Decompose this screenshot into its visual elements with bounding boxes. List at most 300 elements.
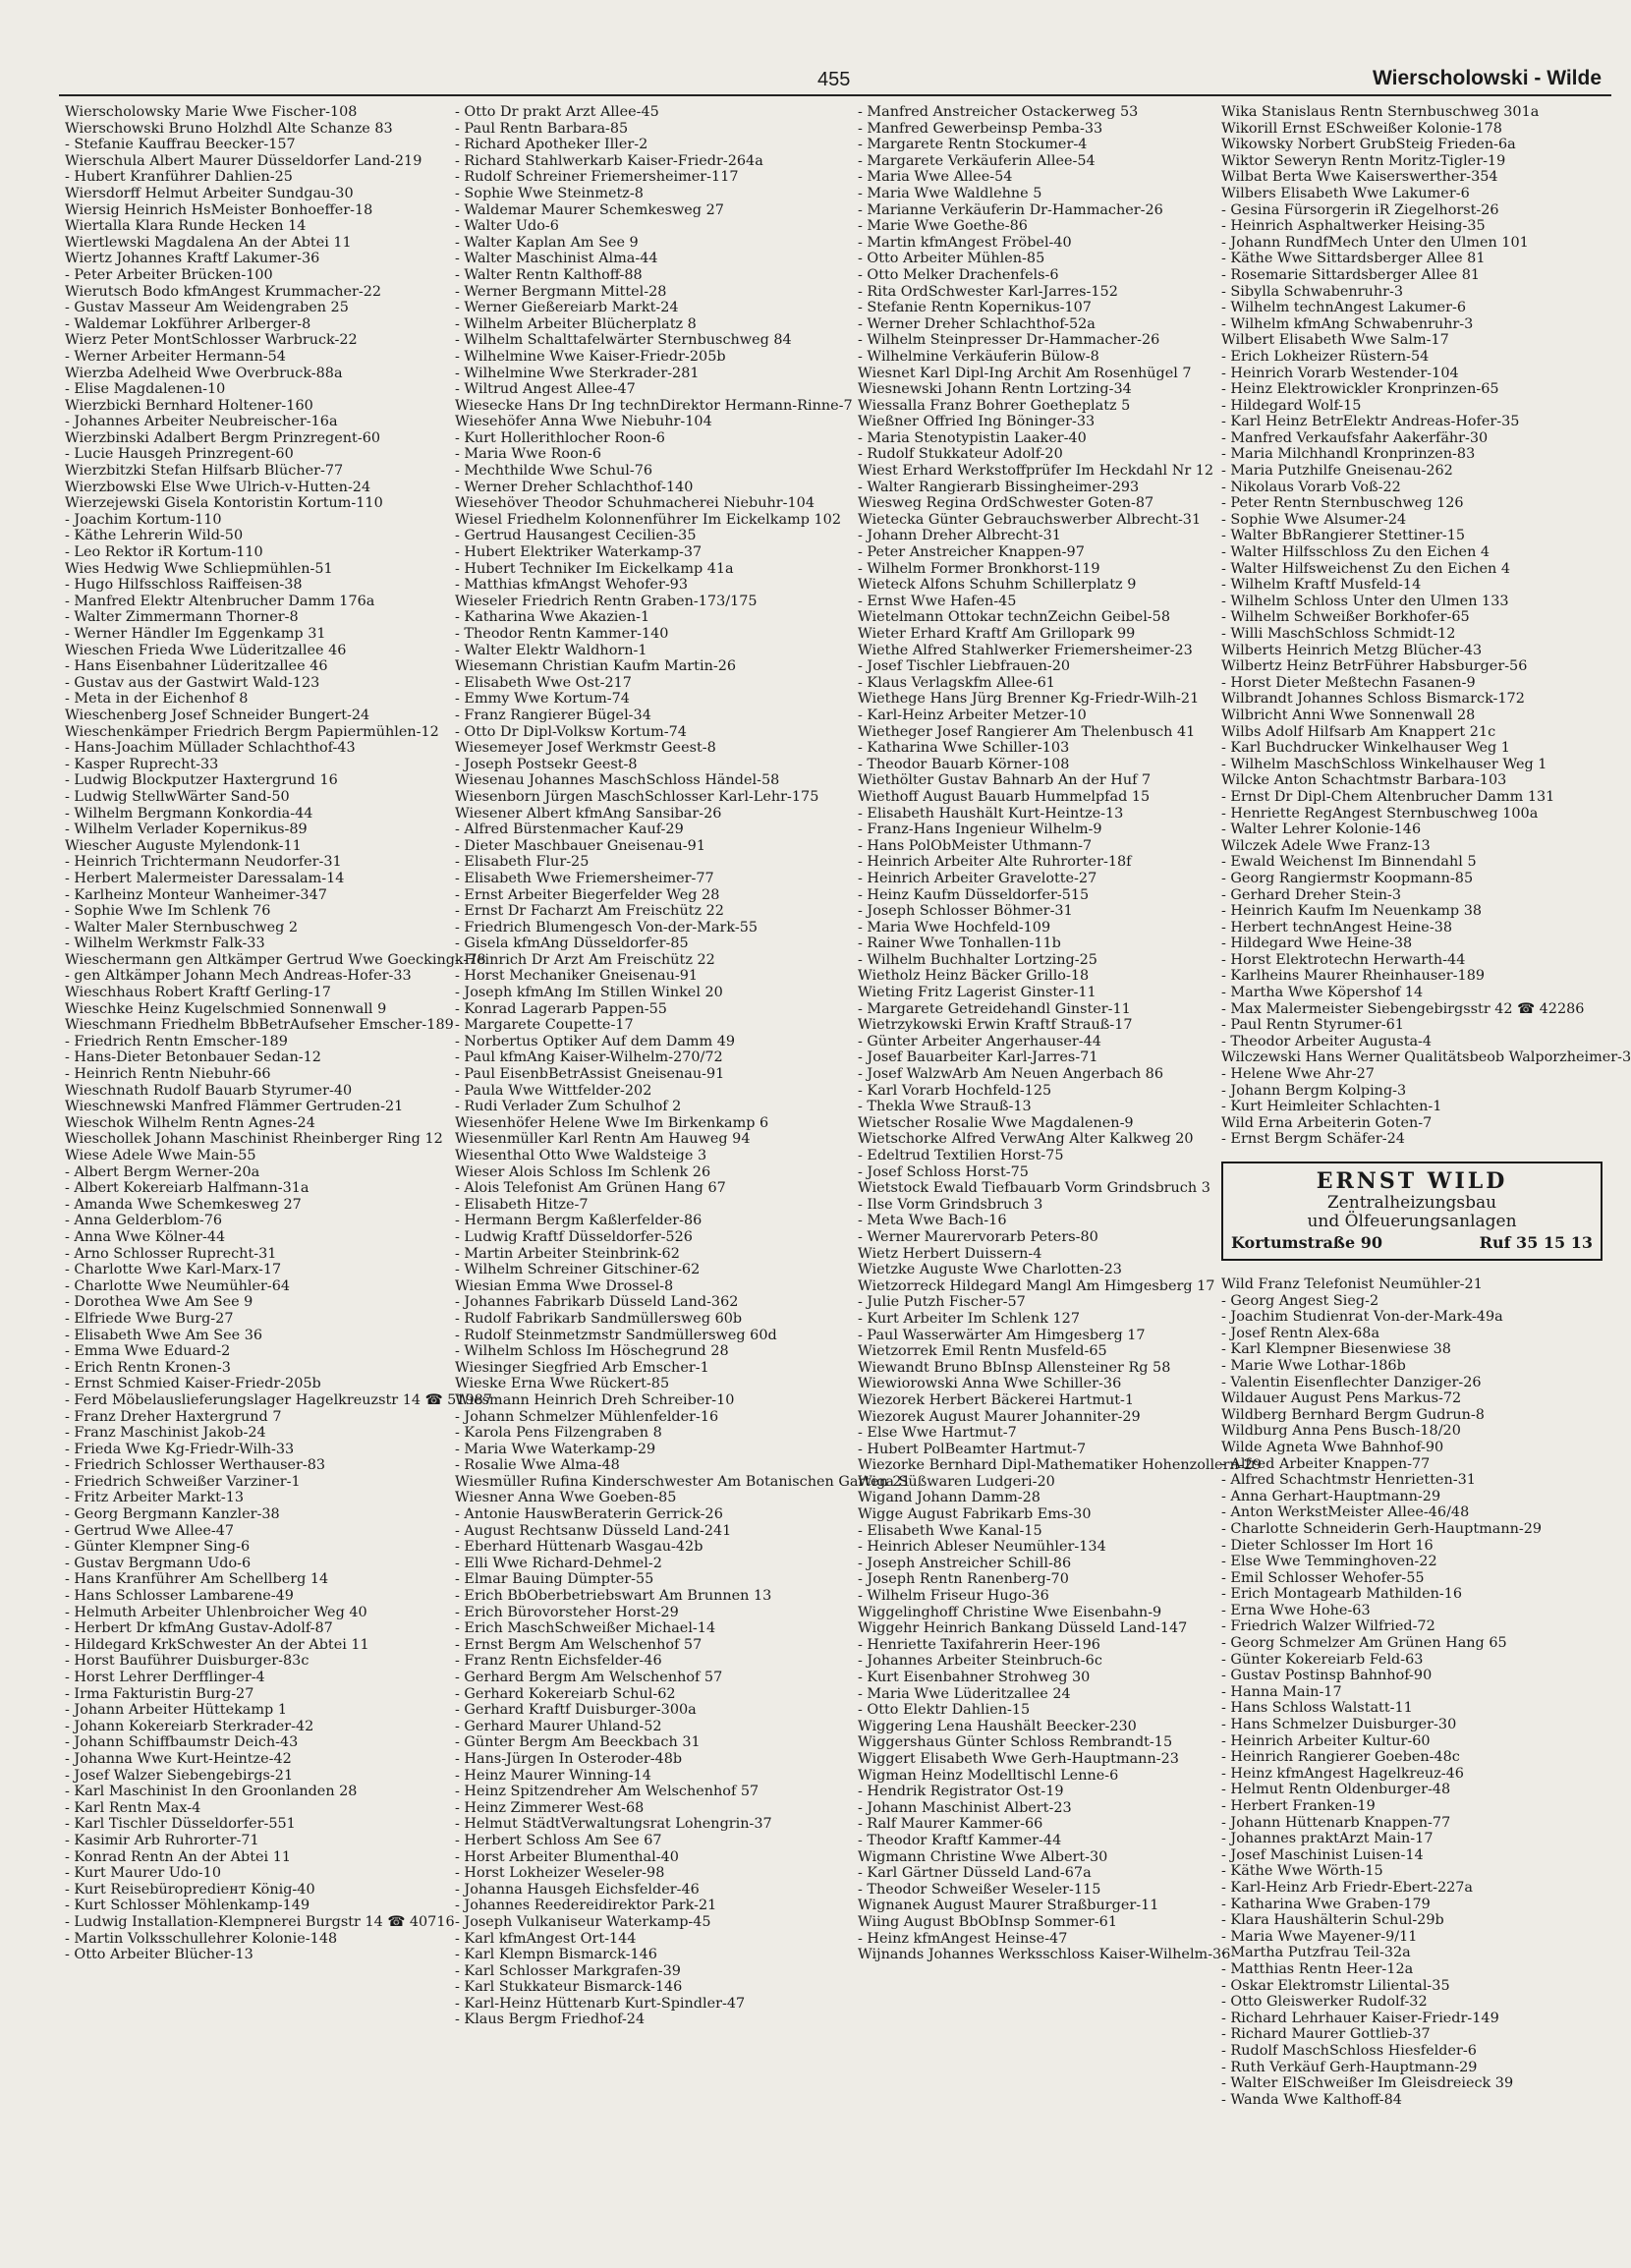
directory-entry: - Paul EisenbBetrAssist Gneisenau-91: [455, 1066, 725, 1083]
directory-entry: - Herbert Malermeister Daressalam-14: [65, 870, 345, 886]
directory-entry: - Henriette Taxifahrerin Heer-196: [858, 1636, 1100, 1653]
directory-entry: - Max Malermeister Siebengebirgsstr 42 ☎ 42286: [1221, 1000, 1585, 1017]
directory-entry: - Erich Montagearb Mathilden-16: [1221, 1586, 1463, 1603]
directory-entry: Wiertlewski Magdalena An der Abtei 11: [65, 234, 352, 251]
directory-entry: - gen Altkämper Johann Mech Andreas-Hofer-33: [65, 968, 412, 985]
directory-entry: - Konrad Rentn An der Abtei 11: [65, 1848, 292, 1865]
directory-entry: - Georg Rangiermstr Koopmann-85: [1221, 870, 1474, 886]
directory-entry: - Josef Walzer Siebengebirgs-21: [65, 1767, 294, 1784]
directory-entry: - Hermann Bergm Kaßlerfelder-86: [455, 1213, 703, 1229]
directory-entry: - Martin Volksschullehrer Kolonie-148: [65, 1930, 338, 1947]
directory-entry: Wierzbowski Else Wwe Ulrich-v-Hutten-24: [65, 479, 371, 495]
directory-entry: - Richard Maurer Gottlieb-37: [1221, 2026, 1431, 2043]
directory-entry: - Elisabeth Haushält Kurt-Heintze-13: [858, 805, 1124, 822]
directory-entry: Wietelmann Ottokar technZeichn Geibel-58: [858, 609, 1170, 626]
directory-entry: - Marianne Verkäuferin Dr-Hammacher-26: [858, 201, 1163, 218]
directory-entry: - Wilhelm Buchhalter Lortzing-25: [858, 951, 1097, 968]
directory-entry: - Amanda Wwe Schemkesweg 27: [65, 1196, 302, 1213]
directory-entry: - Helmut StädtVerwaltungsrat Lohengrin-37: [455, 1816, 772, 1833]
directory-entry: - Johann Dreher Albrecht-31: [858, 528, 1061, 544]
directory-entry: - Heinrich Arbeiter Gravelotte-27: [858, 870, 1097, 886]
directory-entry: - Matthias kfmAngst Wehofer-93: [455, 577, 688, 594]
directory-entry: Wieschmann Friedhelm BbBetrAufseher Emscher-189: [65, 1017, 454, 1034]
directory-entry: - Heinrich Ableser Neumühler-134: [858, 1539, 1106, 1556]
directory-entry: - Josef Schloss Horst-75: [858, 1163, 1029, 1180]
directory-entry: - Ernst Dr Facharzt Am Freischütz 22: [455, 903, 724, 920]
directory-entry: - Karl Schlosser Markgrafen-39: [455, 1962, 681, 1979]
directory-entry: Wiessalla Franz Bohrer Goetheplatz 5: [858, 397, 1131, 414]
directory-entry: Wieschen Frieda Wwe Lüderitzallee 46: [65, 642, 347, 658]
directory-entry: - Anton WerkstMeister Allee-46/48: [1221, 1504, 1470, 1521]
directory-entry: Wiing August BbObInsp Sommer-61: [858, 1913, 1117, 1930]
directory-entry: - Heinz Kaufm Düsseldorfer-515: [858, 886, 1090, 903]
directory-entry: - Walter Rangierarb Bissingheimer-293: [858, 479, 1140, 495]
directory-entry: - Gerhard Kokereiarb Schul-62: [455, 1685, 676, 1702]
directory-entry: - Johann Arbeiter Hüttekamp 1: [65, 1702, 287, 1719]
directory-entry: - Hildegard Wolf-15: [1221, 397, 1362, 414]
directory-entry: Wietzke Auguste Wwe Charlotten-23: [858, 1262, 1122, 1278]
directory-entry: - Kurt Hollerithlocher Roon-6: [455, 429, 665, 446]
directory-entry: - Walter Udo-6: [455, 218, 559, 235]
column-4: [1221, 104, 1631, 2108]
directory-entry: - Hans PolObMeister Uthmann-7: [858, 837, 1093, 854]
directory-entry: - Rosalie Wwe Alma-48: [455, 1457, 620, 1474]
directory-entry: Wiertalla Klara Runde Hecken 14: [65, 218, 307, 235]
directory-entry: Wierzbicki Bernhard Holtener-160: [65, 397, 313, 414]
directory-entry: Wiesecke Hans Dr Ing technDirektor Hermann-Rinne-7: [455, 397, 853, 414]
directory-entry: - Georg Bergmann Kanzler-38: [65, 1506, 280, 1523]
directory-entry: Wiewiorowski Anna Wwe Schiller-36: [858, 1376, 1122, 1392]
directory-entry: - Wilhelm Schalttafelwärter Sternbuschweg 84: [455, 332, 792, 349]
directory-entry: - Friedrich Rentn Emscher-189: [65, 1033, 288, 1049]
directory-entry: Wiezorek August Maurer Johanniter-29: [858, 1408, 1141, 1425]
directory-entry: - Rosemarie Sittardsberger Allee 81: [1221, 266, 1481, 283]
directory-entry: - Josef Rentn Alex-68a: [1221, 1325, 1380, 1341]
directory-entry: Wietzorreck Hildegard Mangl Am Himgesberg 17: [858, 1277, 1215, 1294]
directory-entry: Wild Franz Telefonist Neumühler-21: [1221, 1276, 1483, 1292]
directory-entry: Wildauer August Pens Markus-72: [1221, 1390, 1462, 1407]
directory-entry: - Sibylla Schwabenruhr-3: [1221, 283, 1403, 300]
directory-entry: Wiggert Elisabeth Wwe Gerh-Hauptmann-23: [858, 1750, 1179, 1767]
directory-entry: Wietheger Josef Rangierer Am Thelenbusch 41: [858, 723, 1196, 740]
directory-entry: - Helmut Rentn Oldenburger-48: [1221, 1782, 1451, 1798]
directory-entry: - Albert Kokereiarb Halfmann-31a: [65, 1180, 309, 1197]
directory-entry: - Heinrich Vorarb Westender-104: [1221, 365, 1459, 381]
directory-entry: Wierzbinski Adalbert Bergm Prinzregent-60: [65, 429, 380, 446]
directory-entry: - Theodor Rentn Kammer-140: [455, 626, 669, 642]
directory-entry: - Kurt Schlosser Möhlenkamp-149: [65, 1898, 310, 1914]
directory-entry: - Karl Buchdrucker Winkelhauser Weg 1: [1221, 740, 1510, 757]
directory-entry: - Walter ElSchweißer Im Gleisdreieck 39: [1221, 2075, 1514, 2092]
directory-entry: Wieter Erhard Kraftf Am Grillopark 99: [858, 626, 1136, 642]
directory-entry: - Manfred Gewerbeinsp Pemba-33: [858, 120, 1103, 137]
directory-entry: Wiescher Auguste Mylendonk-11: [65, 837, 302, 854]
directory-entry: - Emma Wwe Eduard-2: [65, 1343, 231, 1360]
directory-entry: - Herbert technAngest Heine-38: [1221, 919, 1453, 936]
directory-entry: Wilbertz Heinz BetrFührer Habsburger-56: [1221, 658, 1528, 675]
directory-entry: - Heinrich Rentn Niebuhr-66: [65, 1066, 271, 1083]
directory-entry: Wiethoff August Bauarb Hummelpfad 15: [858, 788, 1151, 805]
directory-entry: - Klaus Bergm Friedhof-24: [455, 2012, 646, 2028]
directory-entry: Wieser Alois Schloss Im Schlenk 26: [455, 1163, 711, 1180]
directory-entry: - Karl kfmAngest Ort-144: [455, 1930, 637, 1947]
directory-entry: - Sophie Wwe Im Schlenk 76: [65, 903, 271, 920]
directory-entry: - Gerhard Dreher Stein-3: [1221, 886, 1402, 903]
directory-entry: Wiesehöver Theodor Schuhmacherei Niebuhr-104: [455, 495, 815, 512]
directory-entry: Wiesenborn Jürgen MaschSchlosser Karl-Lehr-175: [455, 788, 819, 805]
directory-entry: Wiesenthal Otto Wwe Waldsteige 3: [455, 1148, 707, 1163]
directory-entry: - Karl Heinz BetrElektr Andreas-Hofer-35: [1221, 414, 1520, 430]
directory-entry: Wieseler Friedrich Rentn Graben-173/175: [455, 593, 758, 609]
directory-entry: - Maria Wwe Mayener-9/11: [1221, 1928, 1418, 1945]
directory-entry: Wieschnewski Manfred Flämmer Gertruden-21: [65, 1099, 404, 1115]
directory-entry: - Walter Hilfsschloss Zu den Eichen 4: [1221, 544, 1490, 561]
directory-entry: Wiese Adele Wwe Main-55: [65, 1148, 256, 1163]
directory-entry: Wikowsky Norbert GrubSteig Frieden-6a: [1221, 137, 1516, 153]
directory-entry: Wieske Erna Wwe Rückert-85: [455, 1376, 670, 1392]
directory-entry: Wildberg Bernhard Bergm Gudrun-8: [1221, 1406, 1485, 1423]
directory-entry: - Alfred Schachtmstr Henrietten-31: [1221, 1472, 1476, 1489]
directory-entry: - Wilhelmine Verkäuferin Bülow-8: [858, 348, 1099, 365]
directory-entry: Wiesenau Johannes MaschSchloss Händel-58: [455, 772, 780, 789]
directory-entry: - Joachim Studienrat Von-der-Mark-49a: [1221, 1309, 1503, 1326]
directory-entry: - Günter Klempner Sing-6: [65, 1539, 251, 1556]
directory-entry: - Hanna Main-17: [1221, 1683, 1342, 1700]
directory-entry: - Matthias Rentn Heer-12a: [1221, 1960, 1414, 1977]
directory-entry: Wiesmann Heinrich Dreh Schreiber-10: [455, 1391, 735, 1408]
directory-entry: - Anna Wwe Kölner-44: [65, 1228, 226, 1245]
directory-entry: - Friedrich Schweißer Varziner-1: [65, 1473, 301, 1490]
directory-entry: - Erich MaschSchweißer Michael-14: [455, 1620, 716, 1637]
directory-entry: - Heinrich Rangierer Goeben-48c: [1221, 1749, 1460, 1766]
directory-entry: Wilbs Adolf Hilfsarb Am Knappert 21c: [1221, 723, 1496, 740]
directory-entry: - Dieter Schlosser Im Hort 16: [1221, 1537, 1434, 1554]
directory-entry: - Wilhelm MaschSchloss Winkelhauser Weg 1: [1221, 756, 1547, 772]
directory-entry: - Meta Wwe Bach-16: [858, 1213, 1007, 1229]
directory-entry: - Hugo Hilfsschloss Raiffeisen-38: [65, 577, 303, 594]
directory-entry: Wikorill Ernst ESchweißer Kolonie-178: [1221, 120, 1502, 137]
page-header: [0, 67, 1621, 96]
directory-entry: - Wilhelm technAngest Lakumer-6: [1221, 300, 1466, 316]
directory-entry: - Elisabeth Hitze-7: [455, 1196, 589, 1213]
directory-entry: Wiethege Hans Jürg Brenner Kg-Friedr-Wilh-21: [858, 691, 1200, 708]
directory-entry: - Hans-Jürgen In Osteroder-48b: [455, 1750, 683, 1767]
directory-entry: - Richard Apotheker Iller-2: [455, 137, 648, 153]
directory-entry: - Johannes Reedereidirektor Park-21: [455, 1898, 717, 1914]
directory-entry: - Helmuth Arbeiter Uhlenbroicher Weg 40: [65, 1604, 367, 1620]
directory-entry: Wiesel Friedhelm Kolonnenführer Im Eickelkamp 102: [455, 511, 841, 528]
directory-entry: Wignanek August Maurer Straßburger-11: [858, 1898, 1159, 1914]
directory-entry: - Johannes praktArzt Main-17: [1221, 1831, 1434, 1847]
directory-entry: - Karl-Heinz Arb Friedr-Ebert-227a: [1221, 1879, 1474, 1896]
directory-entry: Wiesener Albert kfmAng Sansibar-26: [455, 805, 722, 822]
directory-entry: - Martin Arbeiter Steinbrink-62: [455, 1245, 680, 1262]
directory-entry: Wigmann Christine Wwe Albert-30: [858, 1848, 1108, 1865]
directory-entry: - Horst Elektrotechn Herwarth-44: [1221, 951, 1466, 968]
directory-entry: - Stefanie Kauffrau Beecker-157: [65, 137, 296, 153]
directory-entry: Wietz Herbert Duissern-4: [858, 1245, 1042, 1262]
directory-entry: Wilbert Elisabeth Wwe Salm-17: [1221, 332, 1449, 349]
directory-entry: Wiesemann Christian Kaufm Martin-26: [455, 658, 737, 675]
directory-entry: Wigge August Fabrikarb Ems-30: [858, 1506, 1092, 1523]
directory-entry: - Horst Dieter Meßtechn Fasanen-9: [1221, 674, 1476, 691]
directory-entry: - Ernst Arbeiter Biegerfelder Weg 28: [455, 886, 720, 903]
directory-entry: - Herbert Dr kfmAng Gustav-Adolf-87: [65, 1620, 333, 1637]
directory-entry: - Rudi Verlader Zum Schulhof 2: [455, 1099, 682, 1115]
directory-entry: - Walter Zimmermann Thorner-8: [65, 609, 299, 626]
directory-entry: - Ferd Möbelauslieferungslager Hagelkreuzstr 14 ☎ 51987: [65, 1391, 492, 1408]
directory-entry: - Theodor Bauarb Körner-108: [858, 756, 1070, 772]
directory-entry: - Karl Vorarb Hochfeld-125: [858, 1082, 1052, 1099]
directory-entry: - Franz Rangierer Bügel-34: [455, 707, 651, 723]
directory-entry: - Werner Maurervorarb Peters-80: [858, 1228, 1098, 1245]
directory-entry: - Gustav Bergmann Udo-6: [65, 1555, 252, 1571]
directory-entry: - Emmy Wwe Kortum-74: [455, 691, 630, 708]
directory-entry: Wießner Offried Ing Böninger-33: [858, 414, 1096, 430]
directory-entry: - Karl Gärtner Düsseld Land-67a: [858, 1865, 1092, 1882]
directory-entry: - Karl Klempner Biesenwiese 38: [1221, 1341, 1451, 1358]
directory-entry: Wiesnewski Johann Rentn Lortzing-34: [858, 381, 1132, 398]
directory-entry: - Gustav aus der Gastwirt Wald-123: [65, 674, 320, 691]
directory-entry: - Karlheinz Monteur Wanheimer-347: [65, 886, 327, 903]
directory-entry: - Heinz Zimmerer West-68: [455, 1799, 645, 1816]
directory-entry: - Käthe Wwe Sittardsberger Allee 81: [1221, 251, 1486, 267]
directory-entry: - Peter Arbeiter Brücken-100: [65, 266, 273, 283]
directory-entry: - Wilhelm Former Bronkhorst-119: [858, 560, 1100, 577]
directory-entry: - Johann Schiffbaumstr Deich-43: [65, 1734, 299, 1751]
directory-entry: Wilbers Elisabeth Wwe Lakumer-6: [1221, 185, 1470, 201]
directory-entry: - Karola Pens Filzengraben 8: [455, 1425, 662, 1442]
directory-entry: Wiesian Emma Wwe Drossel-8: [455, 1277, 674, 1294]
directory-entry: - Ludwig Blockputzer Haxtergrund 16: [65, 772, 338, 789]
directory-entry: - Franz Rentn Eichsfelder-46: [455, 1653, 662, 1670]
directory-entry: - Ludwig Kraftf Düsseldorfer-526: [455, 1228, 693, 1245]
directory-entry: - Joseph Vulkaniseur Waterkamp-45: [455, 1913, 711, 1930]
directory-entry: - Valentin Eisenflechter Danziger-26: [1221, 1374, 1482, 1390]
directory-entry: Wiktor Seweryn Rentn Moritz-Tigler-19: [1221, 152, 1506, 169]
directory-entry: - Elisabeth Wwe Kanal-15: [858, 1522, 1042, 1539]
directory-entry: - Josef Bauarbeiter Karl-Jarres-71: [858, 1049, 1098, 1066]
directory-entry: - Wilhelm Schweißer Borkhofer-65: [1221, 609, 1470, 626]
directory-entry: - Elisabeth Wwe Ost-217: [455, 674, 632, 691]
directory-entry: - Franz-Hans Ingenieur Wilhelm-9: [858, 822, 1102, 838]
ad-contact: [1231, 1233, 1593, 1253]
directory-entry: - Ernst Bergm Am Welschenhof 57: [455, 1636, 703, 1653]
column-4-upper: [1221, 104, 1631, 1148]
ad-company-name: ERNST WILD: [1316, 1168, 1508, 1194]
directory-entry: - Elfriede Wwe Burg-27: [65, 1310, 234, 1327]
directory-entry: - Hans Schlosser Lambarene-49: [65, 1588, 294, 1605]
column-4-lower: [1221, 1276, 1614, 2108]
directory-entry: - Eberhard Hüttenarb Wasgau-42b: [455, 1539, 703, 1556]
directory-entry: - Ewald Weichenst Im Binnendahl 5: [1221, 854, 1477, 871]
directory-entry: - Hubert PolBeamter Hartmut-7: [858, 1441, 1087, 1457]
directory-entry: Wierscholowsky Marie Wwe Fischer-108: [65, 104, 358, 120]
directory-entry: - Wilhelm Steinpresser Dr-Hammacher-26: [858, 332, 1160, 349]
directory-entry: - Wilhelm Werkmstr Falk-33: [65, 936, 265, 952]
directory-entry: - Otto Dr Dipl-Volksw Kortum-74: [455, 723, 687, 740]
directory-entry: Wieschhaus Robert Kraftf Gerling-17: [65, 985, 331, 1001]
directory-entry: - Kasper Ruprecht-33: [65, 756, 219, 772]
directory-entry: - Joseph kfmAng Im Stillen Winkel 20: [455, 985, 723, 1001]
directory-entry: Wieschollek Johann Maschinist Rheinberger Ring 12: [65, 1131, 443, 1148]
directory-entry: - Walter Hilfsweichenst Zu den Eichen 4: [1221, 560, 1511, 577]
directory-entry: - Margarete Rentn Stockumer-4: [858, 137, 1088, 153]
directory-entry: - Ruth Verkäuf Gerh-Hauptmann-29: [1221, 2059, 1478, 2075]
directory-entry: - Horst Mechaniker Gneisenau-91: [455, 968, 699, 985]
directory-entry: - Paul kfmAng Kaiser-Wilhelm-270/72: [455, 1049, 723, 1066]
directory-entry: - Erich BbOberbetriebswart Am Brunnen 13: [455, 1588, 772, 1605]
directory-entry: - Rudolf MaschSchloss Hiesfelder-6: [1221, 2042, 1477, 2059]
directory-entry: - Dorothea Wwe Am See 9: [65, 1294, 253, 1311]
directory-entry: - Gerhard Bergm Am Welschenhof 57: [455, 1670, 723, 1685]
directory-entry: - Maria Putzhilfe Gneisenau-262: [1221, 463, 1453, 480]
directory-entry: - Alfred Arbeiter Knappen-77: [1221, 1455, 1431, 1472]
directory-entry: - August Rechtsanw Düsseld Land-241: [455, 1522, 732, 1539]
directory-entry: - Katharina Wwe Graben-179: [1221, 1896, 1431, 1912]
directory-entry: - Ralf Maurer Kammer-66: [858, 1816, 1043, 1833]
directory-entry: - Stefanie Rentn Kopernikus-107: [858, 300, 1092, 316]
directory-entry: Wilberts Heinrich Metzg Blücher-43: [1221, 642, 1483, 658]
directory-entry: - Werner Gießereiarb Markt-24: [455, 300, 679, 316]
ad-address: Kortumstraße 90: [1231, 1233, 1382, 1252]
directory-entry: Wietzorrek Emil Rentn Musfeld-65: [858, 1343, 1107, 1360]
directory-entry: - Rainer Wwe Tonhallen-11b: [858, 936, 1061, 952]
directory-entry: - Joachim Kortum-110: [65, 511, 222, 528]
directory-entry: - Wilhelm Verlader Kopernikus-89: [65, 822, 308, 838]
directory-entry: - Walter Maler Sternbuschweg 2: [65, 919, 299, 936]
directory-entry: - Heinrich Arbeiter Kultur-60: [1221, 1732, 1431, 1749]
directory-entry: - Joseph Rentn Ranenberg-70: [858, 1571, 1069, 1588]
directory-entry: - Werner Bergmann Mittel-28: [455, 283, 667, 300]
directory-entry: - Walter Maschinist Alma-44: [455, 251, 658, 267]
directory-entry: - Katharina Wwe Schiller-103: [858, 740, 1070, 757]
directory-entry: Wiesmüller Rufina Kinderschwester Am Botanischen Garten 21: [455, 1473, 911, 1490]
directory-entry: - Charlotte Wwe Neumühler-64: [65, 1277, 291, 1294]
directory-entry: Wieschenkämper Friedrich Bergm Papiermühlen-12: [65, 723, 439, 740]
directory-entry: - Richard Lehrhauer Kaiser-Friedr-149: [1221, 2010, 1499, 2026]
directory-entry: - Josef Tischler Liebfrauen-20: [858, 658, 1071, 675]
directory-entry: - Karl Stukkateur Bismarck-146: [455, 1979, 683, 1996]
advertisement-box: [1221, 1162, 1603, 1261]
directory-entry: Wietrzykowski Erwin Kraftf Strauß-17: [858, 1017, 1133, 1034]
directory-entry: - Walter Rentn Kalthoff-88: [455, 266, 643, 283]
directory-entry: - Martha Wwe Köpershof 14: [1221, 985, 1424, 1001]
directory-entry: - Johann Kokereiarb Sterkrader-42: [65, 1718, 314, 1734]
directory-entry: - Maria Wwe Roon-6: [455, 446, 602, 463]
directory-entry: - Manfred Verkaufsfahr Aakerfähr-30: [1221, 429, 1489, 446]
directory-entry: - Alfred Bürstenmacher Kauf-29: [455, 822, 684, 838]
ad-line-1: Zentralheizungsbau: [1326, 1193, 1497, 1213]
directory-entry: - Joseph Anstreicher Schill-86: [858, 1555, 1072, 1571]
directory-entry: Wilbat Berta Wwe Kaiserswerther-354: [1221, 169, 1498, 186]
directory-entry: - Wilhelm Bergmann Konkordia-44: [65, 805, 313, 822]
directory-entry: - Hildegard Wwe Heine-38: [1221, 936, 1413, 952]
directory-entry: - Waldemar Maurer Schemkesweg 27: [455, 201, 724, 218]
directory-entry: - Johann Bergm Kolping-3: [1221, 1082, 1407, 1099]
directory-entry: - Hubert Elektriker Waterkamp-37: [455, 544, 703, 561]
directory-entry: - Hubert Techniker Im Eickelkamp 41a: [455, 560, 734, 577]
directory-entry: Wilbricht Anni Wwe Sonnenwall 28: [1221, 707, 1476, 723]
directory-entry: - Hubert Kranführer Dahlien-25: [65, 169, 293, 186]
directory-entry: Wiesnet Karl Dipl-Ing Archit Am Rosenhügel 7: [858, 365, 1192, 381]
directory-entry: Wiezorek Herbert Bäckerei Hartmut-1: [858, 1391, 1135, 1408]
directory-entry: - Paul Rentn Barbara-85: [455, 120, 629, 137]
directory-entry: - Karl Tischler Düsseldorfer-551: [65, 1816, 296, 1833]
directory-entry: Wilbrandt Johannes Schloss Bismarck-172: [1221, 691, 1525, 708]
directory-entry: - Wanda Wwe Kalthoff-84: [1221, 2091, 1402, 2108]
directory-entry: - Henriette RegAngest Sternbuschweg 100a: [1221, 805, 1539, 822]
directory-entry: - Emil Schlosser Wehofer-55: [1221, 1569, 1425, 1586]
directory-entry: - Gertrud Wwe Allee-47: [65, 1522, 235, 1539]
directory-entry: Wiesweg Regina OrdSchwester Goten-87: [858, 495, 1154, 512]
directory-entry: - Maria Wwe Hochfeld-109: [858, 919, 1051, 936]
directory-entry: Wigman Heinz Modelltischl Lenne-6: [858, 1767, 1119, 1784]
directory-entry: - Dieter Maschbauer Gneisenau-91: [455, 837, 705, 854]
directory-entry: - Josef WalzwArb Am Neuen Angerbach 86: [858, 1066, 1163, 1083]
directory-entry: - Ernst Wwe Hafen-45: [858, 593, 1017, 609]
directory-entry: Wijnands Johannes Werksschloss Kaiser-Wilhelm-36: [858, 1947, 1231, 1963]
directory-entry: - Arno Schlosser Ruprecht-31: [65, 1245, 277, 1262]
directory-entry: - Julie Putzh Fischer-57: [858, 1294, 1026, 1311]
directory-entry: Wiest Erhard Werkstoffprüfer Im Heckdahl Nr 12: [858, 463, 1214, 480]
directory-entry: - Elmar Bauing Dümpter-55: [455, 1571, 654, 1588]
directory-entry: - Oskar Elektromstr Liliental-35: [1221, 1977, 1450, 1994]
directory-entry: - Johannes Arbeiter Steinbruch-6c: [858, 1653, 1102, 1670]
directory-entry: Wieschok Wilhelm Rentn Agnes-24: [65, 1114, 315, 1131]
directory-entry: - Maria Stenotypistin Laaker-40: [858, 429, 1087, 446]
directory-entry: - Hans Eisenbahner Lüderitzallee 46: [65, 658, 328, 675]
directory-entry: - Gerhard Kraftf Duisburger-300a: [455, 1702, 697, 1719]
directory-entry: - Kurt Maurer Udo-10: [65, 1865, 221, 1882]
column-2: [455, 104, 911, 2028]
directory-entry: - Erich Bürovorsteher Horst-29: [455, 1604, 679, 1620]
directory-entry: Wiertz Johannes Kraftf Lakumer-36: [65, 251, 320, 267]
directory-entry: - Marie Wwe Lothar-186b: [1221, 1357, 1406, 1374]
directory-entry: - Heinz kfmAngest Hagelkreuz-46: [1221, 1765, 1464, 1782]
directory-entry: - Hans Schloss Walstatt-11: [1221, 1700, 1413, 1717]
directory-entry: - Günter Bergm Am Beeckbach 31: [455, 1734, 701, 1751]
directory-entry: - Franz Maschinist Jakob-24: [65, 1425, 266, 1442]
directory-entry: Wiesenhöfer Helene Wwe Im Birkenkamp 6: [455, 1114, 769, 1131]
directory-entry: - Willi MaschSchloss Schmidt-12: [1221, 626, 1456, 642]
directory-entry: Wiewandt Bruno BbInsp Allensteiner Rg 58: [858, 1359, 1171, 1376]
directory-entry: - Heinz Maurer Winning-14: [455, 1767, 651, 1784]
directory-entry: - Karl Rentn Max-4: [65, 1799, 201, 1816]
directory-entry: - Georg Schmelzer Am Grünen Hang 65: [1221, 1635, 1507, 1652]
directory-entry: - Rudolf Schreiner Friemersheimer-117: [455, 169, 739, 186]
directory-entry: - Wilhelm Schreiner Gitschiner-62: [455, 1262, 701, 1278]
directory-entry: Wietholz Heinz Bäcker Grillo-18: [858, 968, 1090, 985]
directory-entry: Wika Stanislaus Rentn Sternbuschweg 301a: [1221, 104, 1540, 120]
directory-entry: Wildburg Anna Pens Busch-18/20: [1221, 1423, 1461, 1440]
directory-entry: - Käthe Lehrerin Wild-50: [65, 528, 244, 544]
directory-entry: - Friedrich Schlosser Werthauser-83: [65, 1457, 326, 1474]
directory-entry: - Kurt Reisebüroprediент König-40: [65, 1881, 315, 1898]
running-head: Wierscholowski - Wilde: [1373, 67, 1602, 89]
directory-entry: Wietschorke Alfred VerwAng Alter Kalkweg 20: [858, 1131, 1194, 1148]
directory-entry: - Erna Wwe Hohe-63: [1221, 1602, 1371, 1618]
directory-entry: - Kurt Heimleiter Schlachten-1: [1221, 1099, 1442, 1115]
directory-entry: - Käthe Wwe Wörth-15: [1221, 1863, 1383, 1880]
directory-entry: - Norbertus Optiker Auf dem Damm 49: [455, 1033, 736, 1049]
directory-entry: - Sophie Wwe Steinmetz-8: [455, 185, 644, 201]
directory-entry: - Gustav Masseur Am Weidengraben 25: [65, 300, 349, 316]
directory-entry: - Wilhelm Friseur Hugo-36: [858, 1588, 1049, 1605]
directory-entry: - Elli Wwe Richard-Dehmel-2: [455, 1555, 662, 1571]
directory-entry: - Hendrik Registrator Ost-19: [858, 1784, 1064, 1800]
directory-entry: Wiezorke Bernhard Dipl-Mathematiker Hohenzollern-29: [858, 1457, 1262, 1474]
